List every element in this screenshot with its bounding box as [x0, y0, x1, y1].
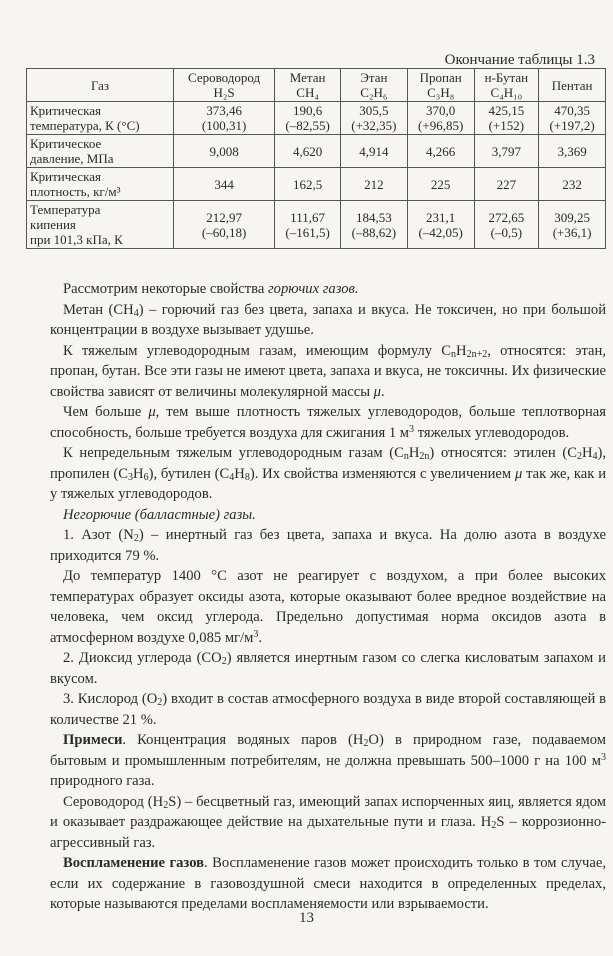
table-cell: 232: [539, 168, 606, 201]
paragraph-intro: Рассмотрим некоторые свойства горючих газов.: [63, 281, 359, 297]
table-row: [27, 168, 606, 201]
table-cell: 231,1 (–42,05): [407, 201, 474, 249]
table-cell: 4,266: [407, 135, 474, 168]
column-header-formula: CH₄: [296, 85, 319, 100]
table-cell: 225: [407, 168, 474, 201]
column-header-formula: C₄H₁₀: [490, 85, 523, 100]
table-cell: 309,25 (+36,1): [539, 201, 606, 249]
paragraph-ignition: Воспламенение газов. Воспламенение газов может происходить только в том случае, если их содержание в газовоздушной смеси находится в определенных пределах, которые называются пределами воспламеняемости или взрываемости.: [50, 855, 606, 912]
column-header-name: Пентан: [551, 77, 593, 93]
table-cell: 305,5 (+32,35): [340, 102, 407, 135]
column-header: [474, 69, 539, 102]
table-body: [27, 102, 606, 249]
row-label: Критическая плотность, кг/м³: [27, 168, 174, 201]
table-header-row: [27, 69, 606, 102]
column-header: [539, 69, 606, 102]
table-cell: 3,369: [539, 135, 606, 168]
table-cell: 190,6 (–82,55): [275, 102, 341, 135]
row-label: Критическое давление, МПа: [27, 135, 174, 168]
paragraph-carbon-dioxide: 2. Диоксид углерода $(CO_2)$ является инертным газом со слегка кисловатым запахом и вкусом.: [50, 650, 606, 687]
page-number: 13: [299, 910, 314, 926]
column-header: [340, 69, 407, 102]
table-cell: 4,914: [340, 135, 407, 168]
row-label: Температура кипения при 101,3 кПа, К: [27, 201, 174, 249]
paragraph-impurities: Примеси. Концентрация водяных паров $(H_2O)$ в природном газе, подаваемом бытовым и промышленным потребителям, не должна превышать 500–1000 г на 100 $м^3$ природного газа.: [50, 732, 606, 789]
table-caption: Окончание таблицы 1.3: [444, 52, 595, 68]
table-row: [27, 102, 606, 135]
column-header-formula: C₂H₆: [360, 85, 388, 100]
table-cell: 470,35 (+197,2): [539, 102, 606, 135]
paragraph-nitrogen: 1. Азот $(N_2)$ – инертный газ без цвета, запаха и вкуса. На долю азота в воздухе приходится 79 %.: [50, 527, 607, 564]
table-cell: 425,15 (+152): [474, 102, 539, 135]
table-cell: 272,65 (–0,5): [474, 201, 539, 249]
table-row: [27, 201, 606, 249]
paragraph-molecular-mass: Чем больше μ, тем выше плотность тяжелых углеводородов, больше теплотворная способность, больше требуется воздуха для сжигания 1 $м^3$ тяжелых углеводородов.: [50, 404, 606, 441]
column-header: [275, 69, 341, 102]
column-header-formula: H₂S: [213, 85, 235, 100]
body-text: [50, 279, 606, 915]
column-header-formula: C₃H₈: [427, 85, 455, 100]
column-header-name: н-Бутан: [484, 70, 529, 85]
paragraph-oxygen: 3. Кислород $(O_2)$ входит в состав атмосферного воздуха в виде второй составляющей в количестве 21 %.: [50, 691, 607, 728]
table-cell: 373,46 (100,31): [174, 102, 275, 135]
gas-properties-table: [26, 68, 606, 249]
table-cell: 370,0 (+96,85): [407, 102, 474, 135]
table-cell: 9,008: [174, 135, 275, 168]
table-cell: 162,5: [275, 168, 341, 201]
table-row: [27, 135, 606, 168]
table-cell: 344: [174, 168, 275, 201]
column-header-name: Метан: [289, 70, 326, 85]
paragraph-methane: Метан $(CH_4)$ – горючий газ без цвета, запаха и вкуса. Не токсичен, но при большой концентрации в воздухе вызывает удушье.: [50, 301, 607, 338]
table-cell: 212: [340, 168, 407, 201]
paragraph-unsaturated: К непредельным тяжелым углеводородным газам $(C_nH_{2n})$ относятся: этилен $(C_2H_4)$, пропилен $(C_3H_6)$, бутилен $(C_4H_8)$. Их свойства изменяются с увеличением μ так же, как и у тяжелых углеводородов.: [50, 445, 607, 502]
table-cell: 3,797: [474, 135, 539, 168]
column-header-name: Газ: [90, 77, 110, 93]
table-cell: 111,67 (–161,5): [275, 201, 341, 249]
column-header-name: Сероводород: [188, 70, 261, 85]
column-header-name: Этан: [360, 70, 388, 85]
row-label: Критическая температура, К (°С): [27, 102, 174, 135]
column-header: [27, 69, 174, 102]
paragraph-nitrogen-oxides: До температур 1400 °С азот не реагирует с воздухом, а при более высоких температурах образует оксиды азота, которые оказывают более вредное воздействие на человека, чем оксид углерода. Предельно допустимая норма оксидов азота в атмосферном воздухе 0,085 $мг/м^3$.: [50, 568, 606, 646]
table-cell: 227: [474, 168, 539, 201]
paragraph-hydrogen-sulfide: Сероводород $(H_2S)$ – бесцветный газ, имеющий запах испорченных яиц, является ядом и оказывает раздражающее действие на дыхательные пути и глаза. $H_2S$ – коррозионно-агрессивный газ.: [50, 793, 606, 851]
column-header: [174, 69, 275, 102]
paragraph-heavy-hydrocarbons: К тяжелым углеводородным газам, имеющим формулу $C_nH_{2n+2}$, относятся: этан, пропан, бутан. Все эти газы не имеют цвета, запаха и вкуса, не токсичны. Их физические свойства зависят от величины молекулярной массы μ.: [50, 342, 606, 400]
column-header: [407, 69, 474, 102]
table-cell: 4,620: [275, 135, 341, 168]
table-cell: 184,53 (–88,62): [340, 201, 407, 249]
table-cell: 212,97 (–60,18): [174, 201, 275, 249]
column-header-name: Пропан: [419, 70, 462, 85]
paragraph-ballast-heading: Негорючие (балластные) газы.: [63, 506, 256, 523]
